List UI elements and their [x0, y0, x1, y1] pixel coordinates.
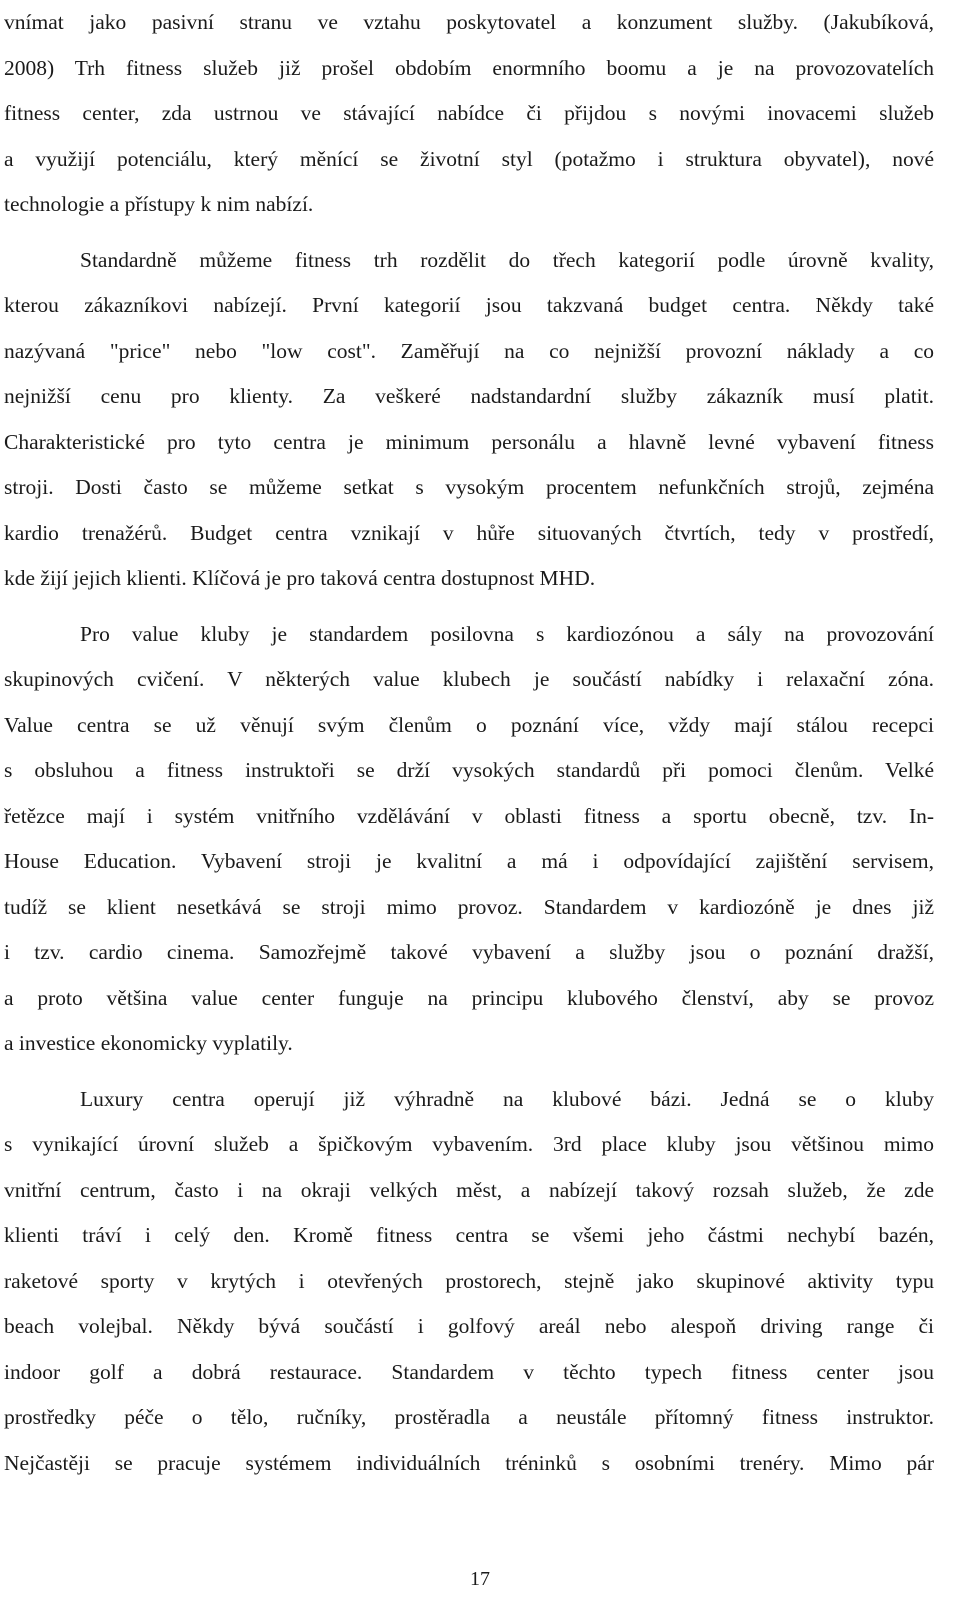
paragraph-gap — [4, 602, 934, 612]
text-line: fitness center, zda ustrnou ve stávající nabídce či přijdou s novými inovacemi služeb — [4, 101, 934, 125]
text-line: Standardně můžeme fitness trh rozdělit do třech kategorií podle úrovně kvality, — [80, 247, 934, 272]
text-line: nejnižší cenu pro klienty. Za veškeré nadstandardní služby zákazník musí platit. — [4, 384, 934, 408]
text-line: beach volejbal. Někdy bývá součástí i golfový areál nebo alespoň driving range či — [4, 1314, 934, 1338]
text-line: s vynikající úrovní služeb a špičkovým vybavením. 3rd place kluby jsou většinou mimo — [4, 1132, 934, 1156]
text-line: a proto většina value center funguje na principu klubového členství, aby se provoz — [4, 985, 934, 1010]
text-line: Charakteristické pro tyto centra je minimum personálu a hlavně levné vybavení fitness — [4, 429, 934, 454]
paragraph-gap — [4, 1067, 934, 1077]
paragraph-gap — [4, 228, 934, 238]
text-line: a využijí potenciálu, který měnící se životní styl (potažmo i struktura obyvatel), nové — [4, 146, 934, 171]
text-line: tudíž se klient nesetkává se stroji mimo provoz. Standardem v kardiozóně je dnes již — [4, 894, 934, 919]
document-page — [4, 0, 934, 1486]
text-line: House Education. Vybavení stroji je kvalitní a má i odpovídající zajištění servisem, — [4, 849, 934, 873]
text-line: vnímat jako pasivní stranu ve vztahu poskytovatel a konzument služby. (Jakubíková, — [4, 10, 934, 34]
text-line: kde žijí jejich klienti. Klíčová je pro taková centra dostupnost MHD. — [4, 566, 596, 590]
text-line: Value centra se už věnují svým členům o poznání více, vždy mají stálou recepci — [4, 712, 934, 737]
text-line: vnitřní centrum, často i na okraji velkých měst, a nabízejí takový rozsah služeb, že zde — [4, 1177, 934, 1202]
text-line: s obsluhou a fitness instruktoři se drží vysokých standardů při pomoci členům. Velké — [4, 758, 934, 782]
text-line: Pro value kluby je standardem posilovna s kardiozónou a sály na provozování — [80, 621, 934, 646]
text-line: prostředky péče o tělo, ručníky, prostěradla a neustále přítomný fitness instruktor. — [4, 1405, 934, 1429]
text-line: kardio trenažérů. Budget centra vznikají v hůře situovaných čtvrtích, tedy v prostředí, — [4, 520, 934, 545]
text-line: skupinových cvičení. V některých value klubech je součástí nabídky i relaxační zóna. — [4, 667, 934, 691]
text-line: indoor golf a dobrá restaurace. Standardem v těchto typech fitness center jsou — [4, 1359, 934, 1384]
text-line: řetězce mají i systém vnitřního vzdělávání v oblasti fitness a sportu obecně, tzv. In- — [4, 803, 934, 828]
paragraph-2 — [4, 238, 934, 602]
text-line: Nejčastěji se pracuje systémem individuálních tréninků s osobními trenéry. Mimo pár — [4, 1450, 934, 1475]
text-line: technologie a přístupy k nim nabízí. — [4, 192, 314, 216]
text-line: raketové sporty v krytých i otevřených prostorech, stejně jako skupinové aktivity typu — [4, 1268, 934, 1293]
text-line: klienti tráví i celý den. Kromě fitness centra se všemi jeho částmi nechybí bazén, — [4, 1223, 934, 1247]
text-line: i tzv. cardio cinema. Samozřejmě takové vybavení a služby jsou o poznání dražší, — [4, 940, 934, 964]
text-line: kterou zákazníkovi nabízejí. První kategorií jsou takzvaná budget centra. Někdy také — [4, 293, 934, 317]
text-line: 2008) Trh fitness služeb již prošel obdobím enormního boomu a je na provozovatelích — [4, 55, 934, 80]
paragraph-3 — [4, 612, 934, 1067]
text-line: stroji. Dosti často se můžeme setkat s vysokým procentem nefunkčních strojů, zejména — [4, 475, 934, 499]
text-line: Luxury centra operují již výhradně na klubové bázi. Jedná se o kluby — [80, 1086, 934, 1111]
paragraph-1 — [4, 0, 934, 228]
page-number: 17 — [470, 1568, 490, 1590]
paragraph-4 — [4, 1077, 934, 1487]
text-line: a investice ekonomicky vyplatily. — [4, 1031, 293, 1055]
text-line: nazývaná "price" nebo "low cost". Zaměřují na co nejnižší provozní náklady a co — [4, 338, 934, 363]
